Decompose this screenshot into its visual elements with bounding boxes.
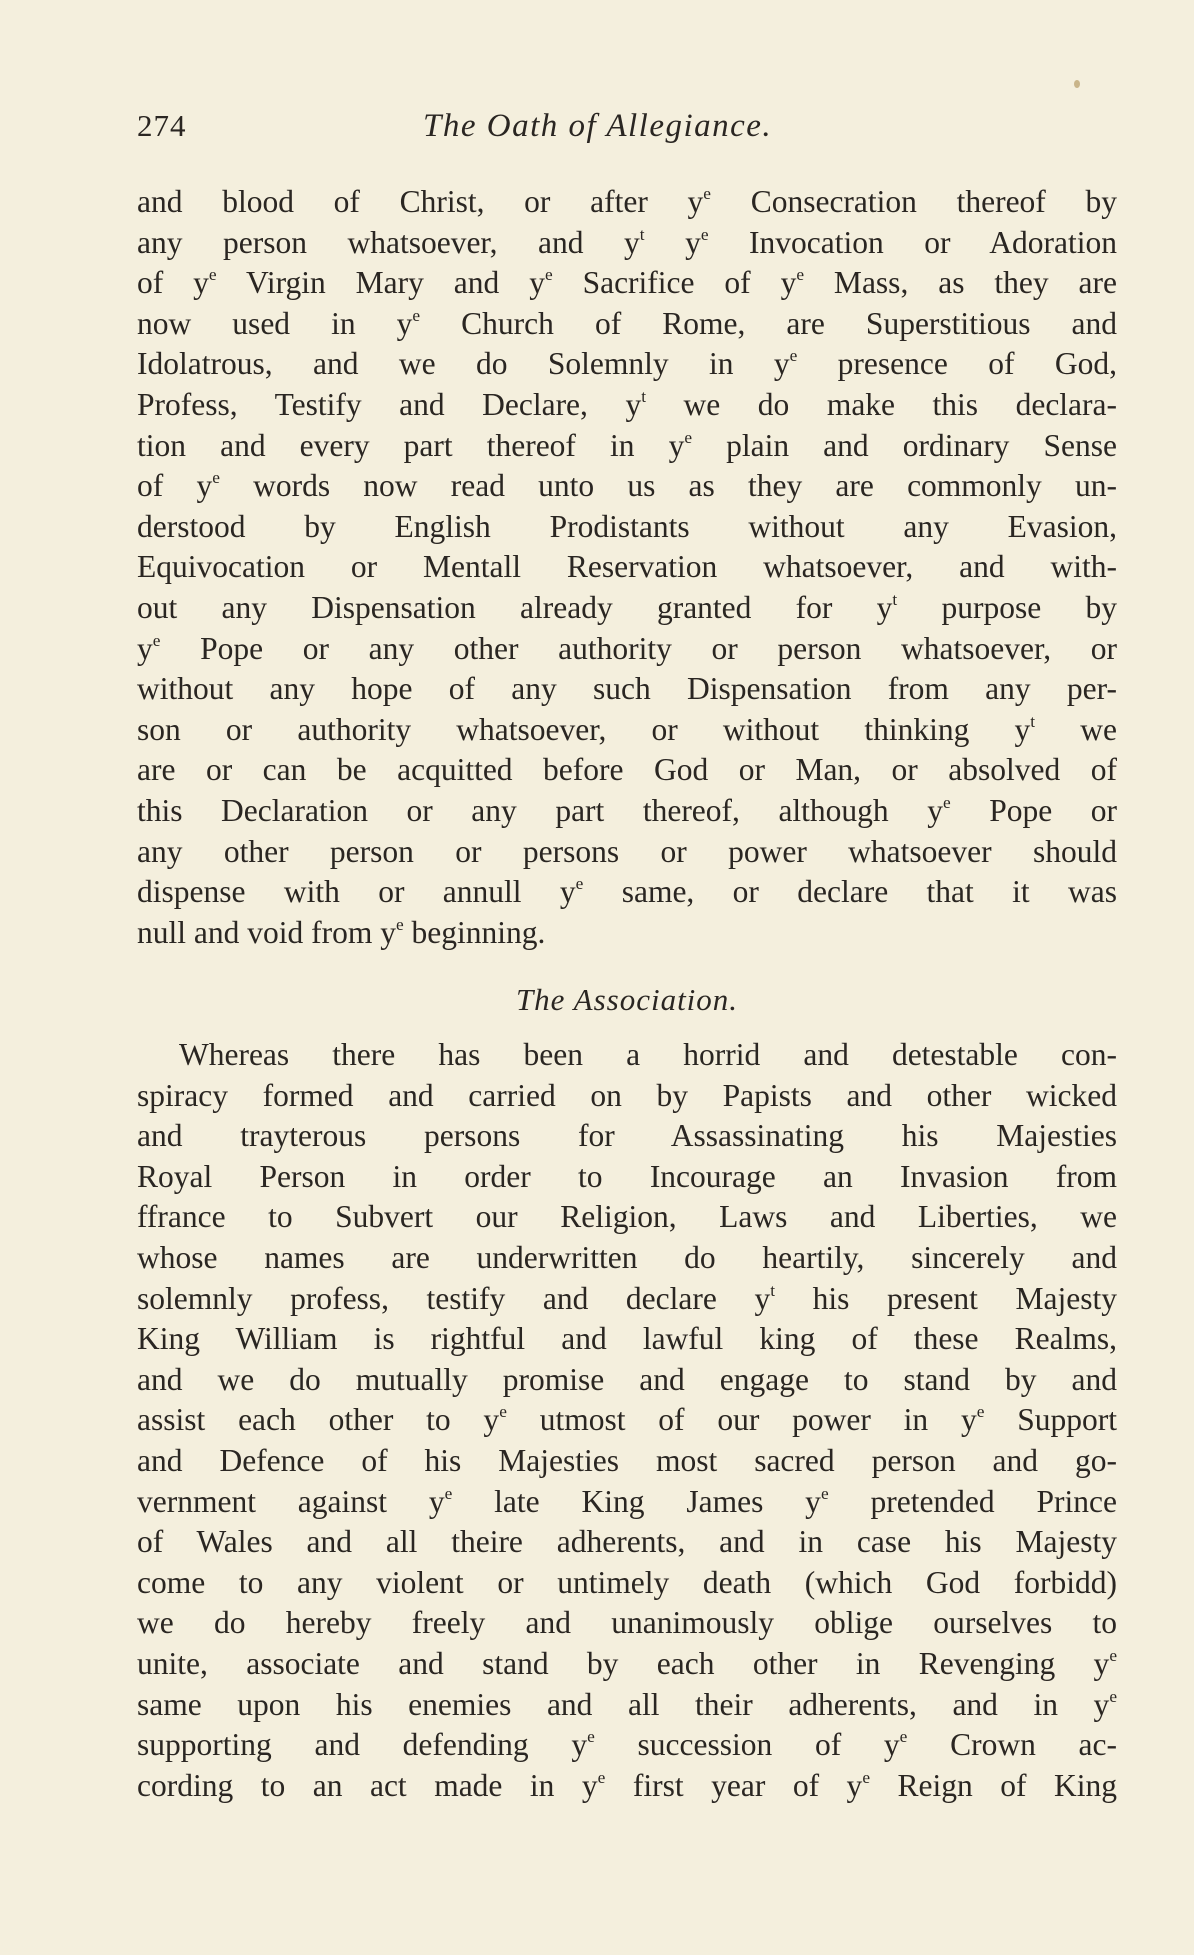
text-line: out any Dispensation already granted for $y^t$ purpose by [137, 589, 1117, 625]
declaration-paragraph [137, 182, 1117, 953]
text-line: we do hereby freely and unanimously oblige ourselves to [137, 1605, 1117, 1641]
text-line: and trayterous persons for Assassinating his Majesties [137, 1118, 1117, 1154]
text-line: Whereas there has been a horrid and detestable con- [179, 1037, 1117, 1072]
section-heading: The Association. [515, 982, 739, 1017]
text-line: Equivocation or Mentall Reservation whatsoever, and with- [137, 549, 1117, 585]
text-line: solemnly profess, testify and declare $y^t$ his present Majesty [137, 1280, 1117, 1316]
text-line: vernment against $y^e$ late King James $y^e$ pretended Prince [137, 1483, 1117, 1519]
text-line: Royal Person in order to Incourage an Invasion from [137, 1158, 1117, 1194]
page-header [137, 108, 1117, 152]
text-line: $y^e$ Pope or any other authority or person whatsoever, or [137, 630, 1117, 666]
text-line: supporting and defending $y^e$ succession of $y^e$ Crown ac- [137, 1727, 1118, 1763]
text-line: of $y^e$ Virgin Mary and $y^e$ Sacrifice of $y^e$ Mass, as they are [137, 265, 1117, 301]
text-line: whose names are underwritten do heartily, sincerely and [137, 1239, 1117, 1275]
text-line: son or authority whatsoever, or without thinking $y^t$ we [137, 711, 1118, 747]
text-line: unite, associate and stand by each other in Revenging $y^e$ [137, 1645, 1117, 1681]
association-paragraph [137, 1035, 1117, 1806]
text-line: Profess, Testify and Declare, $y^t$ we do make this declara- [137, 386, 1117, 422]
text-line: ffrance to Subvert our Religion, Laws and Liberties, we [137, 1199, 1117, 1235]
text-line: King William is rightful and lawful king of these Realms, [137, 1321, 1117, 1357]
text-line: and Defence of his Majesties most sacred person and go- [137, 1442, 1117, 1478]
text-line: Idolatrous, and we do Solemnly in $y^e$ presence of God, [137, 346, 1117, 382]
text-line: any person whatsoever, and $y^t$ $y^e$ Invocation or Adoration [137, 224, 1118, 260]
text-line: this Declaration or any part thereof, although $y^e$ Pope or [137, 792, 1117, 828]
text-line: tion and every part thereof in $y^e$ plain and ordinary Sense [137, 427, 1117, 463]
text-line: of $y^e$ words now read unto us as they are commonly un- [137, 468, 1118, 504]
text-line: assist each other to $y^e$ utmost of our power in $y^e$ Support [137, 1402, 1117, 1438]
text-line: derstood by English Prodistants without any Evasion, [137, 508, 1117, 544]
text-line: spiracy formed and carried on by Papists and other wicked [137, 1077, 1117, 1113]
text-line: same upon his enemies and all their adherents, and in $y^e$ [137, 1686, 1117, 1722]
text-line: now used in $y^e$ Church of Rome, are Superstitious and [137, 305, 1117, 341]
text-line: without any hope of any such Dispensation from any per- [137, 671, 1117, 707]
text-line: of Wales and all theire adherents, and in case his Majesty [137, 1524, 1117, 1560]
text-line: null and void from $y^e$ beginning. [137, 914, 546, 950]
running-title: The Oath of Allegiance. [423, 108, 773, 144]
text-line: dispense with or annull $y^e$ same, or declare that it was [137, 874, 1117, 910]
text-line: cording to an act made in $y^e$ first year of $y^e$ Reign of King [137, 1767, 1117, 1803]
page-number: 274 [137, 108, 187, 143]
text-line: are or can be acquitted before God or Man, or absolved of [137, 752, 1117, 788]
text-line: any other person or persons or power whatsoever should [137, 833, 1117, 869]
ink-speck [1074, 80, 1080, 88]
text-line: come to any violent or untimely death (which God forbidd) [137, 1564, 1117, 1600]
text-line: and blood of Christ, or after $y^e$ Consecration thereof by [137, 184, 1118, 219]
text-line: and we do mutually promise and engage to stand by and [137, 1361, 1117, 1397]
